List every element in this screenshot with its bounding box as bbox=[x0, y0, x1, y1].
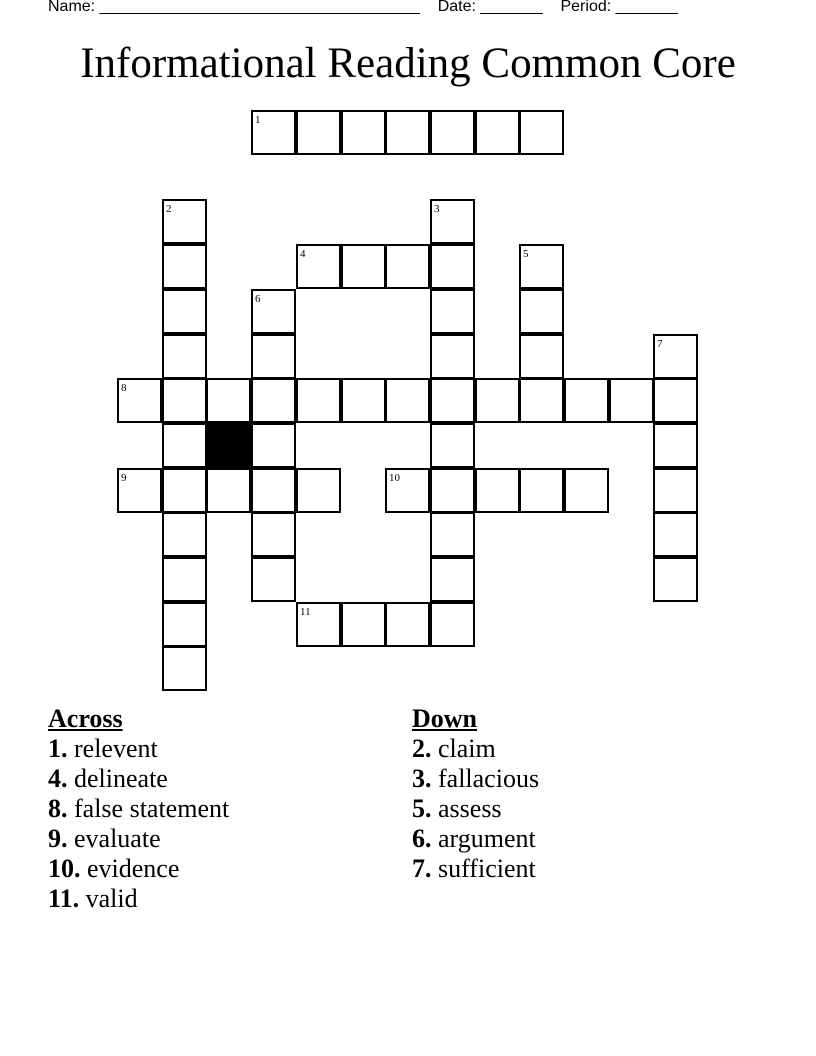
grid-cell[interactable] bbox=[162, 244, 207, 289]
grid-cell[interactable] bbox=[251, 110, 296, 155]
grid-cell[interactable] bbox=[251, 512, 296, 557]
clue-across-11 bbox=[48, 884, 229, 914]
grid-cell[interactable] bbox=[296, 110, 341, 155]
clue-text: sufficient bbox=[438, 854, 536, 883]
grid-cell[interactable] bbox=[206, 468, 251, 513]
grid-cell[interactable] bbox=[430, 468, 475, 513]
grid-cell[interactable] bbox=[385, 468, 430, 513]
grid-cell[interactable] bbox=[519, 334, 564, 379]
name-label: Name: bbox=[48, 0, 96, 15]
grid-cell[interactable] bbox=[475, 378, 520, 423]
cell-number: 2 bbox=[166, 203, 172, 215]
grid-cell[interactable] bbox=[653, 468, 698, 513]
cell-number: 10 bbox=[389, 472, 400, 484]
grid-cell[interactable] bbox=[251, 557, 296, 602]
clue-number: 10. bbox=[48, 854, 81, 883]
grid-cell[interactable] bbox=[430, 334, 475, 379]
clue-number: 1. bbox=[48, 734, 68, 763]
clue-text: assess bbox=[438, 794, 502, 823]
clue-number: 3. bbox=[412, 764, 432, 793]
clue-text: false statement bbox=[74, 794, 230, 823]
grid-cell[interactable] bbox=[117, 468, 162, 513]
grid-cell[interactable] bbox=[251, 289, 296, 334]
clue-number: 9. bbox=[48, 824, 68, 853]
black-cell bbox=[206, 423, 251, 468]
grid-cell[interactable] bbox=[430, 378, 475, 423]
clue-text: argument bbox=[438, 824, 536, 853]
grid-cell[interactable] bbox=[162, 646, 207, 691]
across-heading: Across bbox=[48, 704, 123, 733]
period-label: Period: bbox=[560, 0, 612, 15]
clue-text: relevent bbox=[74, 734, 158, 763]
grid-cell[interactable] bbox=[385, 110, 430, 155]
grid-cell[interactable] bbox=[162, 423, 207, 468]
clue-down-6 bbox=[412, 824, 539, 854]
grid-cell[interactable] bbox=[251, 378, 296, 423]
clue-number: 6. bbox=[412, 824, 432, 853]
cell-number: 9 bbox=[121, 472, 127, 484]
clue-number: 2. bbox=[412, 734, 432, 763]
cell-number: 11 bbox=[300, 606, 311, 618]
grid-cell[interactable] bbox=[519, 468, 564, 513]
grid-cell[interactable] bbox=[430, 602, 475, 647]
grid-cell[interactable] bbox=[609, 378, 654, 423]
clue-across-9 bbox=[48, 824, 229, 854]
clue-across-4 bbox=[48, 764, 229, 794]
grid-cell[interactable] bbox=[296, 602, 341, 647]
grid-cell[interactable] bbox=[519, 289, 564, 334]
grid-cell[interactable] bbox=[296, 378, 341, 423]
clue-number: 7. bbox=[412, 854, 432, 883]
clue-number: 5. bbox=[412, 794, 432, 823]
grid-cell[interactable] bbox=[296, 244, 341, 289]
date-label: Date: bbox=[437, 0, 476, 15]
grid-cell[interactable] bbox=[341, 244, 386, 289]
clue-number: 8. bbox=[48, 794, 68, 823]
grid-cell[interactable] bbox=[162, 289, 207, 334]
grid-cell[interactable] bbox=[653, 557, 698, 602]
clue-down-3 bbox=[412, 764, 539, 794]
clue-down-2 bbox=[412, 734, 539, 764]
grid-cell[interactable] bbox=[206, 378, 251, 423]
grid-cell[interactable] bbox=[162, 199, 207, 244]
clue-text: evaluate bbox=[74, 824, 161, 853]
grid-cell[interactable] bbox=[430, 289, 475, 334]
cell-number: 1 bbox=[255, 114, 261, 126]
grid-cell[interactable] bbox=[385, 602, 430, 647]
grid-cell[interactable] bbox=[162, 378, 207, 423]
grid-cell[interactable] bbox=[653, 512, 698, 557]
cell-number: 7 bbox=[657, 338, 663, 350]
clue-text: fallacious bbox=[438, 764, 540, 793]
down-clues bbox=[412, 704, 539, 884]
name-blank[interactable]: ____________________________________ bbox=[99, 0, 420, 15]
grid-cell[interactable] bbox=[430, 199, 475, 244]
grid-cell[interactable] bbox=[117, 378, 162, 423]
grid-cell[interactable] bbox=[519, 110, 564, 155]
grid-cell[interactable] bbox=[653, 378, 698, 423]
period-blank[interactable]: _______ bbox=[615, 0, 678, 15]
date-blank[interactable]: _______ bbox=[480, 0, 543, 15]
grid-cell[interactable] bbox=[519, 244, 564, 289]
grid-cell[interactable] bbox=[341, 602, 386, 647]
clue-text: delineate bbox=[74, 764, 168, 793]
grid-cell[interactable] bbox=[430, 423, 475, 468]
clue-across-10 bbox=[48, 854, 229, 884]
grid-cell[interactable] bbox=[162, 602, 207, 647]
clue-text: valid bbox=[85, 884, 138, 913]
clue-down-7 bbox=[412, 854, 539, 884]
grid-cell[interactable] bbox=[385, 244, 430, 289]
grid-cell[interactable] bbox=[296, 468, 341, 513]
down-clue-list bbox=[412, 734, 539, 884]
grid-cell[interactable] bbox=[564, 378, 609, 423]
grid-cell[interactable] bbox=[385, 378, 430, 423]
grid-cell[interactable] bbox=[251, 423, 296, 468]
cell-number: 6 bbox=[255, 293, 261, 305]
across-clue-list bbox=[48, 734, 229, 914]
grid-cell[interactable] bbox=[653, 334, 698, 379]
grid-cell[interactable] bbox=[162, 468, 207, 513]
grid-cell[interactable] bbox=[430, 557, 475, 602]
clue-text: claim bbox=[438, 734, 496, 763]
clue-number: 11. bbox=[48, 884, 80, 913]
clue-across-8 bbox=[48, 794, 229, 824]
cell-number: 4 bbox=[300, 248, 306, 260]
grid-cell[interactable] bbox=[564, 468, 609, 513]
grid-cell[interactable] bbox=[162, 557, 207, 602]
grid-cell[interactable] bbox=[251, 468, 296, 513]
grid-cell[interactable] bbox=[519, 378, 564, 423]
grid-cell[interactable] bbox=[162, 512, 207, 557]
across-clues bbox=[48, 704, 229, 914]
grid-cell[interactable] bbox=[251, 334, 296, 379]
grid-cell[interactable] bbox=[430, 512, 475, 557]
grid-cell[interactable] bbox=[475, 468, 520, 513]
cell-number: 3 bbox=[434, 203, 440, 215]
grid-cell[interactable] bbox=[475, 110, 520, 155]
clue-across-1 bbox=[48, 734, 229, 764]
clue-text: evidence bbox=[87, 854, 180, 883]
clue-down-5 bbox=[412, 794, 539, 824]
grid-cell[interactable] bbox=[430, 244, 475, 289]
grid-cell[interactable] bbox=[430, 110, 475, 155]
cell-number: 8 bbox=[121, 382, 127, 394]
grid-cell[interactable] bbox=[653, 423, 698, 468]
grid-cell[interactable] bbox=[341, 378, 386, 423]
grid-cell[interactable] bbox=[162, 334, 207, 379]
page-title: Informational Reading Common Core bbox=[80, 40, 736, 87]
down-heading: Down bbox=[412, 704, 478, 733]
grid-cell[interactable] bbox=[341, 110, 386, 155]
cell-number: 5 bbox=[523, 248, 529, 260]
clue-number: 4. bbox=[48, 764, 68, 793]
